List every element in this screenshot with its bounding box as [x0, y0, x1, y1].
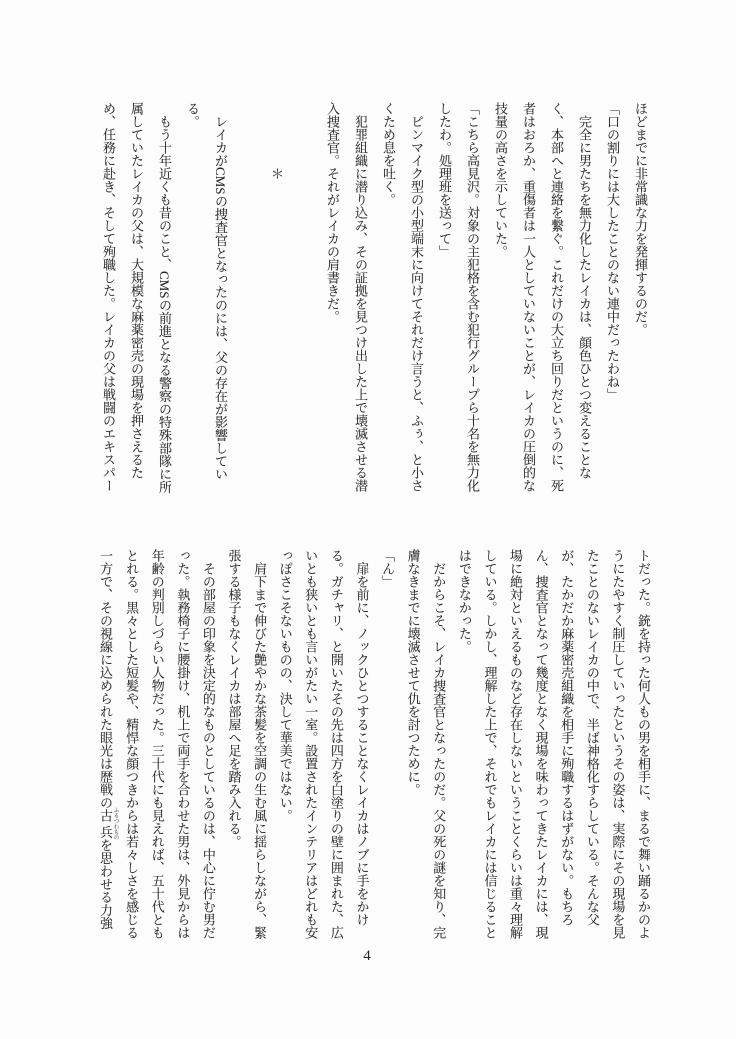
text-line: 技量の高さを示していた。	[493, 102, 508, 258]
text-line: 膚なきまでに壊滅させて仇を討つために。	[405, 549, 421, 796]
text-line: ピンマイク型の小型端末に向けてそれだけ言うと、ふぅ、と小さ	[409, 102, 424, 492]
text-line	[290, 102, 318, 500]
text-line: ほどまでに非常識な力を発揮するのだ。	[633, 102, 648, 336]
text-line: る。	[185, 102, 200, 128]
text-line: たことのないレイカの中で、半ば神格化すらしている。そんな父	[584, 549, 600, 926]
text-line: 「こちら高見沢。対象の主犯格を含む犯行グループら十名を無力化	[465, 102, 480, 492]
text-line: トだった。銃を持った何人もの男を相手に、まるで舞い踊るかのよ	[636, 549, 651, 939]
text-line: った。執務椅子に腰掛け、机上で両手を合わせた男は、外見からは	[175, 549, 191, 939]
text-line: ん、捜査官となって幾度となく現場を味わってきたレイカには、現	[533, 549, 549, 939]
ruby-base: 古兵 ふるつわもの	[98, 807, 119, 841]
text-line	[234, 102, 262, 500]
text-line: 入捜査官。それがレイカの肩書きだ。	[325, 102, 340, 323]
text-line: もう十年近くも昔のこと、CMSの前進となる警察の特殊部隊に所	[157, 102, 172, 494]
text-line: 張する様子もなくレイカは部屋へ足を踏み入れる。	[226, 549, 242, 848]
text-line: いとも狭いとも言いがたい一室。設置されたインテリアはどれも安	[303, 549, 319, 939]
text-line: 肩下まで伸びた艶やかな茶髪を空調の生む風に揺らしながら、緊	[252, 549, 268, 939]
text-line: 完全に男たちを無力化したレイカは、顔色ひとつ変えることな	[577, 102, 592, 479]
text-line: 者はおろか、重傷者は一人としていないことが、レイカの圧倒的な	[521, 102, 536, 492]
text-line: レイカがCMSの捜査官となったのには、父の存在が影響してい	[213, 102, 228, 481]
text-line: くため息を吐く。	[381, 102, 396, 206]
text-line: はできなかった。	[456, 549, 472, 653]
text-line: る。ガチャリ、と開いたその先は四方を白塗りの壁に囲まれた、広	[328, 549, 344, 939]
text-line: 「ん」	[380, 549, 396, 588]
text-line: 属していたレイカの父は、大規模な麻薬密売の現場を押さえるた	[129, 102, 144, 479]
text-line: ＊	[269, 102, 284, 180]
text-line: している。しかし、理解した上で、それでもレイカには信じること	[482, 549, 498, 939]
text-line: とれる。黒々とした短髪や、精悍な顔つきからは若々しさを感じる	[124, 549, 140, 939]
text-line: っぽさこそないものの、決して華美ではない。	[277, 549, 293, 822]
text-line: うにたやすく制圧していったというその姿は、実際にその現場を見	[610, 549, 626, 939]
text-line: だからこそ、レイカ捜査官となったのだ。父の死の謎を知り、完	[431, 549, 447, 939]
lower-text-block	[92, 549, 656, 947]
text-line: 場に絶対といえるものなど存在しないということくらいは重々理解	[508, 549, 524, 939]
text-line: 年齢の判別しづらい人物だった。三十代にも見えれば、五十代とも	[149, 549, 165, 939]
text-line: め、任務に赴き、そして殉職した。レイカの父は戦闘のエキスパー	[101, 102, 116, 492]
text-line: く、本部へと連絡を繋ぐ。これだけの大立ち回りだというのに、死	[549, 102, 564, 492]
text-line: したわ。処理班を送って」	[437, 102, 452, 258]
text-line: 犯罪組織に潜り込み、その証拠を見つけ出した上で壊滅させる潜	[353, 102, 368, 492]
ruby-furigana: ふるつわもの	[112, 807, 119, 841]
text-line: 「口の割りには大したことのない連中だったわね」	[605, 102, 620, 401]
text-line: 扉を前に、ノックひとつすることなくレイカはノブに手をかけ	[354, 549, 370, 926]
upper-text-block	[94, 102, 654, 500]
page-number: 4	[363, 948, 371, 964]
text-line: その部屋の印象を決定的なものとしているのは、中心に佇む男だ	[200, 549, 216, 939]
text-line: 一方で、その視線に込められた眼光は歴戦の古兵 ふるつわものを思わせる力強	[98, 549, 119, 930]
text-line: が、たかだか麻薬密売組織を相手に殉職するはずがない。もちろ	[559, 549, 575, 926]
